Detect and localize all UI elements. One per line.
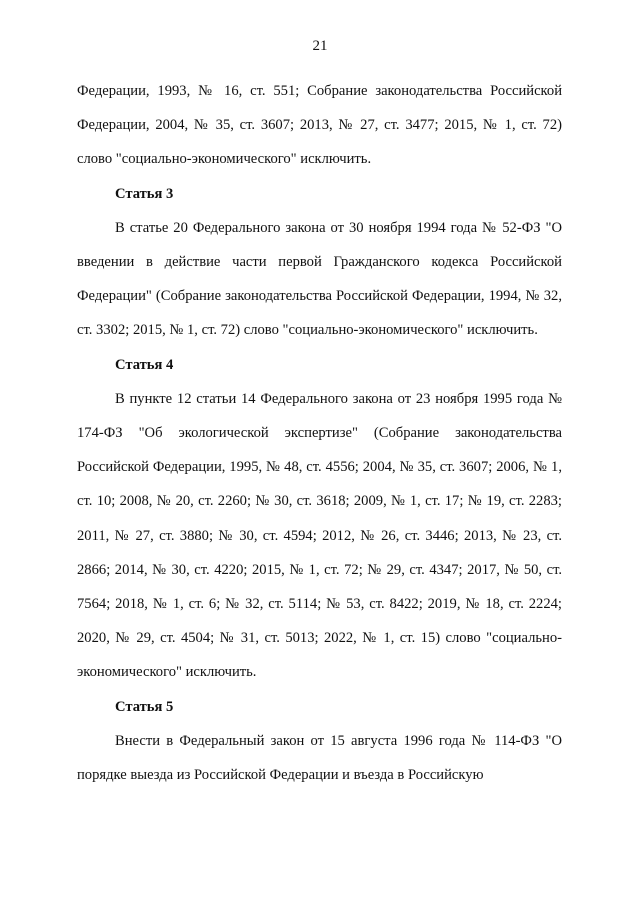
article-3-text: В статье 20 Федерального закона от 30 ноября 1994 года № 52-ФЗ "О введении в действие части первой Гражданского кодекса Российской Федерации" (Собрание законодательства Российской Федерации, 1994, № 32, ст. 3302; 2015, № 1, ст. 72) слово "социально-экономического" исключить. — [77, 219, 562, 339]
document-body — [77, 74, 562, 792]
article-4-heading: Статья 4 — [115, 356, 174, 373]
page-number: 21 — [312, 38, 328, 54]
article-4-text: В пункте 12 статьи 14 Федерального закона от 23 ноября 1995 года № 174-ФЗ "Об экологической экспертизе" (Собрание законодательства Российской Федерации, 1995, № 48, ст. 4556; 2004, № 35, ст. 3607; 2006, № 1, ст. 10; 2008, № 20, ст. 2260; № 30, ст. 3618; 2009, № 1, ст. 17; № 19, ст. 2283; 2011, № 27, ст. 3880; № 30, ст. 4594; 2012, № 26, ст. 3446; 2013, № 23, ст. 2866; 2014, № 30, ст. 4220; 2015, № 1, ст. 72; № 29, ст. 4347; 2017, № 50, ст. 7564; 2018, № 1, ст. 6; № 32, ст. 5114; № 53, ст. 8422; 2019, № 18, ст. 2224; 2020, № 29, ст. 4504; № 31, ст. 5013; 2022, № 1, ст. 15) слово "социально-экономического" исключить. — [77, 390, 562, 681]
intro-paragraph: Федерации, 1993, № 16, ст. 551; Собрание законодательства Российской Федерации, 2004, № 35, ст. 3607; 2013, № 27, ст. 3477; 2015, № 1, ст. 72) слово "социально-экономического" исключить. — [77, 83, 562, 168]
article-5-text: Внести в Федеральный закон от 15 августа 1996 года № 114-ФЗ "О порядке выезда из Российской Федерации и въезда в Российскую — [77, 732, 562, 784]
article-3-heading: Статья 3 — [115, 185, 174, 202]
article-5-heading: Статья 5 — [115, 698, 174, 715]
